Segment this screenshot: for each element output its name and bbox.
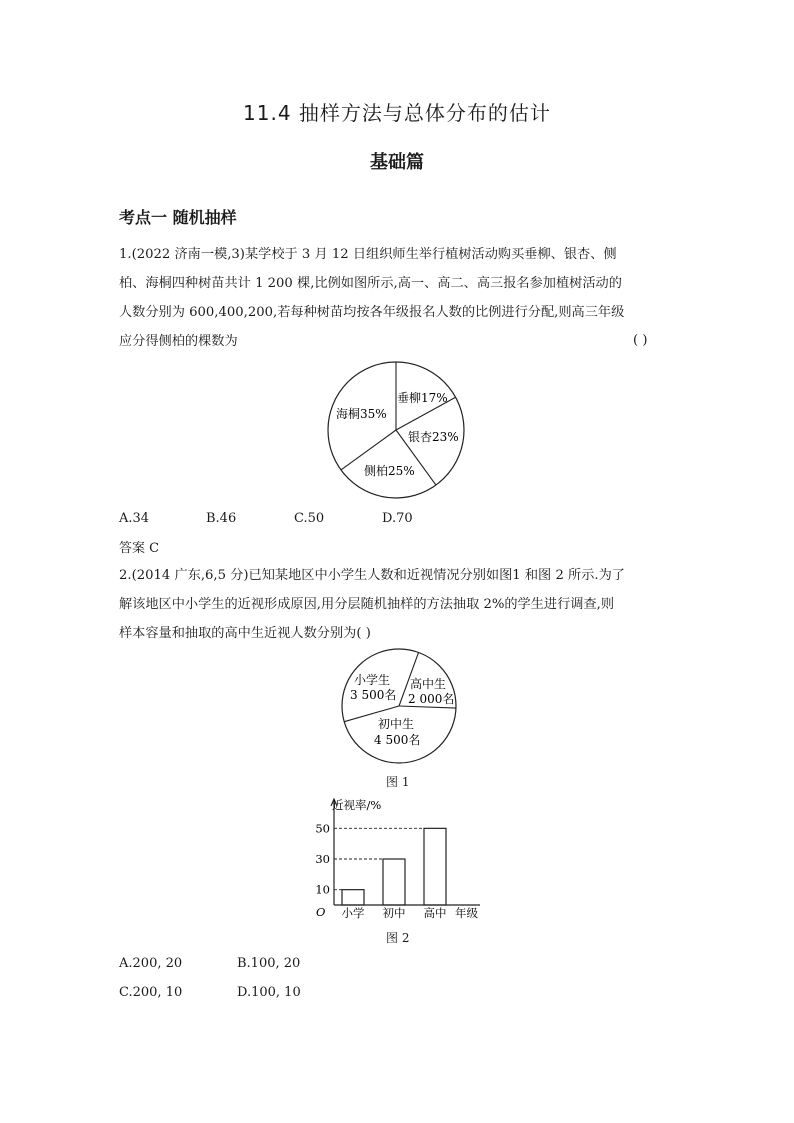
pie1-label-cebai: 侧柏25% [364, 464, 415, 478]
fig1-caption: 图 1 [386, 775, 410, 789]
pie2-label-gaozhong-name: 高中生 [410, 677, 447, 691]
q2-line: 2.(2014 广东,6,5 分)已知某地区中小学生人数和近视情况分别如图1 和图 2 所示.为了 [119, 568, 625, 583]
pie2-label-xiaoxue-name: 小学生 [354, 673, 391, 687]
pie1-label-yinxing: 银杏23% [408, 430, 459, 444]
q1-line: 1.(2022 济南一模,3)某学校于 3 月 12 日组织师生举行植树活动购买垂柳、银杏、侧 [119, 247, 617, 262]
pie2-label-xiaoxue-count: 3 500名 [350, 688, 397, 702]
x-tick-label: 初中 [382, 906, 406, 920]
bar-1 [342, 890, 364, 905]
page-subtitle: 基础篇 [370, 152, 424, 173]
y-tick-label: 10 [315, 882, 330, 897]
x-tick-label: 小学 [341, 906, 365, 920]
q1-answer-bracket: ( ) [633, 333, 648, 348]
pie1-label-chuiliu: 垂柳17% [397, 391, 448, 405]
fig2-caption: 图 2 [386, 931, 410, 945]
q2-line: 样本容量和抽取的高中生近视人数分别为( ) [119, 626, 371, 641]
bar-chart-marks [315, 799, 480, 920]
pie2-label-chuzhong-name: 初中生 [378, 717, 415, 731]
page-title: 11.4 抽样方法与总体分布的估计 [243, 101, 551, 125]
bar-2 [383, 859, 405, 905]
q1-line: 人数分别为 600,400,200,若每种树苗均按各年级报名人数的比例进行分配,则高三年级 [119, 305, 625, 320]
pie1-label-haitong: 海桐35% [336, 407, 387, 421]
y-tick-label: 30 [315, 852, 330, 866]
pie2-label-gaozhong-count: 2 000名 [408, 692, 455, 706]
q1-option-c: C.50 [294, 511, 325, 526]
y-tick-label: 50 [315, 821, 330, 836]
q1-stem [119, 240, 677, 356]
q2-option-d: D.100, 10 [237, 985, 301, 1000]
q1-option-d: D.70 [382, 511, 413, 526]
q2-line: 解该地区中小学生的近视形成原因,用分层随机抽样的方法抽取 2%的学生进行调查,则 [119, 597, 615, 612]
q2-option-c: C.200, 10 [119, 985, 183, 1000]
q1-option-b: B.46 [206, 511, 237, 526]
section-heading: 考点一 随机抽样 [119, 208, 237, 227]
q1-line: 柏、海桐四种树苗共计 1 200 棵,比例如图所示,高一、高二、高三报名参加植树活动的 [119, 276, 622, 291]
bar-xlabel: 年级 [455, 906, 478, 920]
bar-3 [424, 828, 446, 905]
pie2-label-chuzhong-count: 4 500名 [374, 733, 421, 747]
q1-line: 应分得侧柏的棵数为 [119, 334, 238, 349]
q2-option-a: A.200, 20 [119, 956, 183, 971]
q1-answer: 答案 C [119, 541, 160, 556]
q2-option-b: B.100, 20 [237, 956, 301, 971]
pie-slice-edge-chuzhong [399, 706, 456, 708]
q1-option-a: A.34 [119, 511, 150, 526]
q1-pie-chart [320, 358, 480, 506]
q2-pie-chart [334, 646, 464, 766]
q2-bar-chart [310, 795, 490, 925]
bar-origin: O [316, 905, 326, 919]
q2-stem [119, 561, 677, 648]
x-tick-label: 高中 [423, 906, 447, 920]
bar-ylabel: 近视率/% [332, 798, 382, 812]
